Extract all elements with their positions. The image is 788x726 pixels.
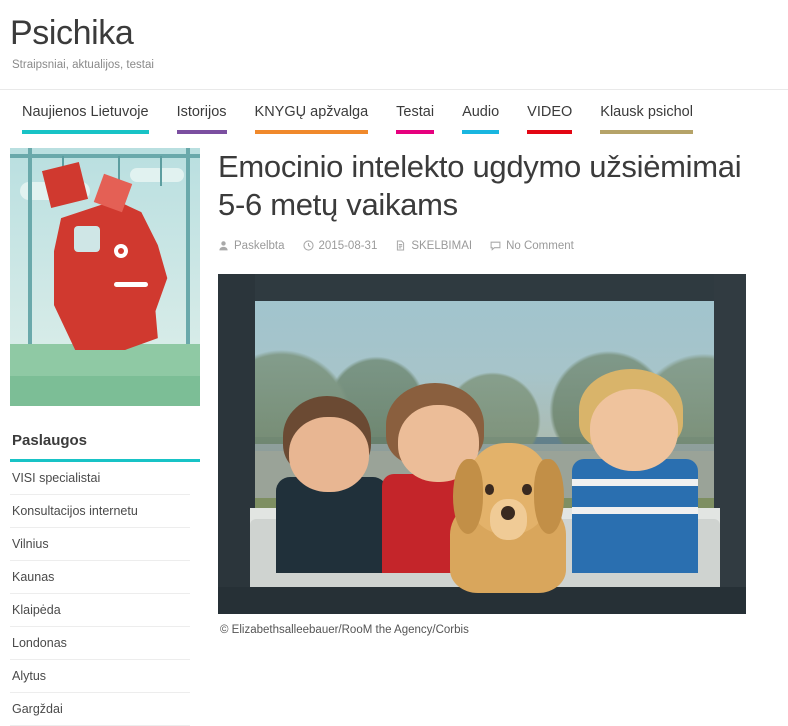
meta-category-value: SKELBIMAI [411, 239, 473, 252]
nav-item-underline [255, 130, 369, 134]
site-header [0, 0, 788, 71]
meta-date-value: 2015-08-31 [318, 239, 378, 252]
sidebar-item-vilnius[interactable]: Vilnius [10, 528, 190, 561]
meta-published [218, 240, 285, 252]
nav-item-label: Testai [396, 104, 435, 121]
nav-item-label: VIDEO [527, 104, 573, 121]
nav-item-label: Istorijos [176, 104, 227, 121]
meta-comments[interactable] [490, 240, 574, 252]
nav-item-video[interactable] [513, 90, 586, 134]
nav-item-label: KNYGŲ apžvalga [254, 104, 369, 121]
nav-item-knygu-apzvalga[interactable] [241, 90, 383, 134]
meta-published-label: Paskelbta [234, 239, 285, 252]
nav-item-underline [600, 130, 693, 134]
nav-item-underline [22, 130, 149, 134]
sidebar [0, 134, 200, 726]
article [200, 134, 788, 636]
article-title: Emocinio intelekto ugdymo užsiėmimai 5-6 metų vaikams [218, 149, 742, 222]
nav-item-underline [177, 130, 227, 134]
site-tagline: Straipsniai, aktualijos, testai [12, 59, 154, 72]
sidebar-widget-title: Paslaugos [12, 432, 88, 450]
article-meta [218, 240, 776, 252]
nav-item-testai[interactable] [382, 90, 448, 134]
sidebar-item-alytus[interactable]: Alytus [10, 660, 190, 693]
nav-item-istorijos[interactable] [163, 90, 241, 134]
nav-item-underline [396, 130, 434, 134]
nav-item-label: Audio [462, 104, 500, 121]
document-icon [395, 240, 406, 251]
meta-date [303, 240, 378, 252]
nav-item-klausk-psichologo[interactable] [586, 90, 707, 134]
nav-item-underline [462, 130, 499, 134]
sidebar-item-visi-specialistai[interactable]: VISI specialistai [10, 462, 190, 495]
primary-nav [0, 89, 788, 134]
sidebar-service-list [10, 462, 190, 726]
golden-retriever-puppy [450, 437, 566, 593]
article-figure [218, 274, 746, 636]
puzzle-head-illustration [10, 148, 200, 406]
nav-item-label: Klausk psichol [600, 104, 693, 121]
child-left [276, 396, 387, 573]
page-content [0, 134, 788, 726]
comment-icon [490, 240, 501, 251]
sidebar-item-klaipeda[interactable]: Klaipėda [10, 594, 190, 627]
user-icon [218, 240, 229, 251]
sidebar-item-konsultacijos-internetu[interactable]: Konsultacijos internetu [10, 495, 190, 528]
meta-comments-value: No Comment [506, 239, 574, 252]
photo-credit: © Elizabethsalleebauer/RooM the Agency/Corbis [220, 623, 469, 636]
kids-and-dog-in-car-trunk-photo [218, 274, 746, 614]
clock-icon [303, 240, 314, 251]
child-right [572, 369, 699, 573]
nav-item-label: Naujienos Lietuvoje [22, 104, 149, 121]
nav-item-naujienos-lietuvoje[interactable] [10, 90, 163, 134]
sidebar-item-londonas[interactable]: Londonas [10, 627, 190, 660]
site-title[interactable]: Psichika [10, 14, 134, 52]
sidebar-item-gargzdai[interactable]: Gargždai [10, 693, 190, 726]
nav-item-audio[interactable] [448, 90, 513, 134]
sidebar-item-kaunas[interactable]: Kaunas [10, 561, 190, 594]
meta-category[interactable] [395, 240, 472, 252]
nav-item-underline [527, 130, 572, 134]
